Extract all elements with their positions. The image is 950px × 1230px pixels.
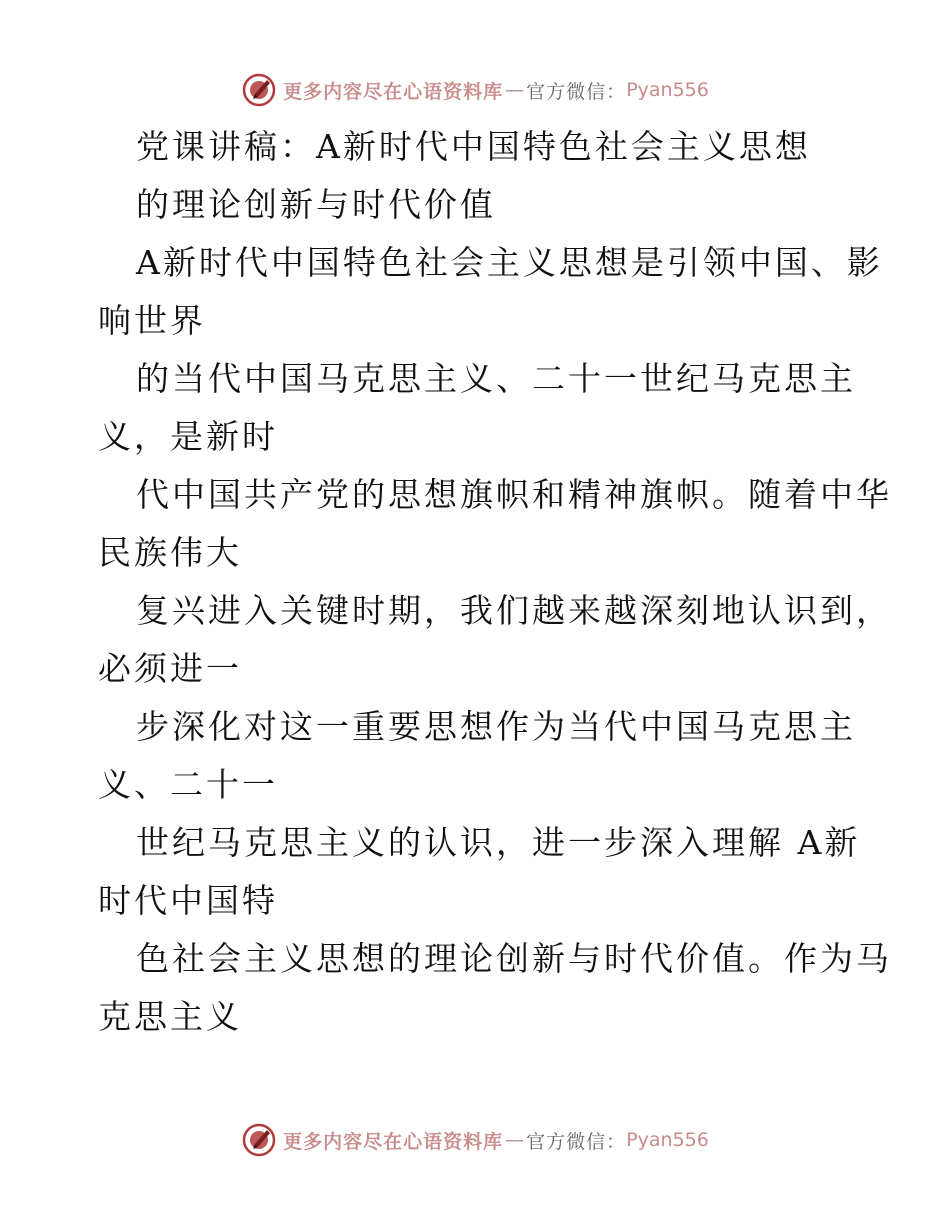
watermark-id: Pyan556 (626, 79, 709, 101)
text-line: 克思主义 (98, 997, 242, 1036)
text-line: 响世界 (98, 301, 206, 340)
watermark-dash: — (505, 1129, 525, 1151)
watermark-sub: 官方微信： (526, 80, 627, 103)
text-line: 代中国共产党的思想旗帜和精神旗帜。随着中华 (136, 475, 892, 514)
footer-watermark (0, 1120, 950, 1160)
text-line: 义，是新时 (98, 417, 278, 456)
text-line: 步深化对这一重要思想作为当代中国马克思主 (136, 707, 856, 746)
watermark-dash: — (505, 79, 525, 101)
text-line: 义、二十一 (98, 765, 278, 804)
text-line: 世纪马克思主义的认识，进一步深入理解 A新 (136, 823, 861, 862)
pen-logo-icon (241, 1122, 277, 1158)
text-line: 的理论创新与时代价值 (136, 185, 496, 224)
watermark-text: 更多内容尽在心语资料库 (283, 80, 504, 103)
text-line: 时代中国特 (98, 881, 278, 920)
watermark-id: Pyan556 (626, 1129, 709, 1151)
text-line: 必须进一 (98, 649, 242, 688)
watermark-text: 更多内容尽在心语资料库 (283, 1130, 504, 1153)
text-line: 色社会主义思想的理论创新与时代价值。作为马 (136, 939, 892, 978)
document-body (98, 118, 892, 1046)
pen-logo-icon (241, 72, 277, 108)
text-line: 党课讲稿：A新时代中国特色社会主义思想 (136, 127, 811, 166)
text-line: 的当代中国马克思主义、二十一世纪马克思主 (136, 359, 856, 398)
watermark-sub: 官方微信： (526, 1130, 627, 1153)
text-line: A新时代中国特色社会主义思想是引领中国、影 (136, 243, 883, 282)
header-watermark (0, 70, 950, 110)
text-line: 复兴进入关键时期，我们越来越深刻地认识到， (136, 591, 892, 630)
text-line: 民族伟大 (98, 533, 242, 572)
